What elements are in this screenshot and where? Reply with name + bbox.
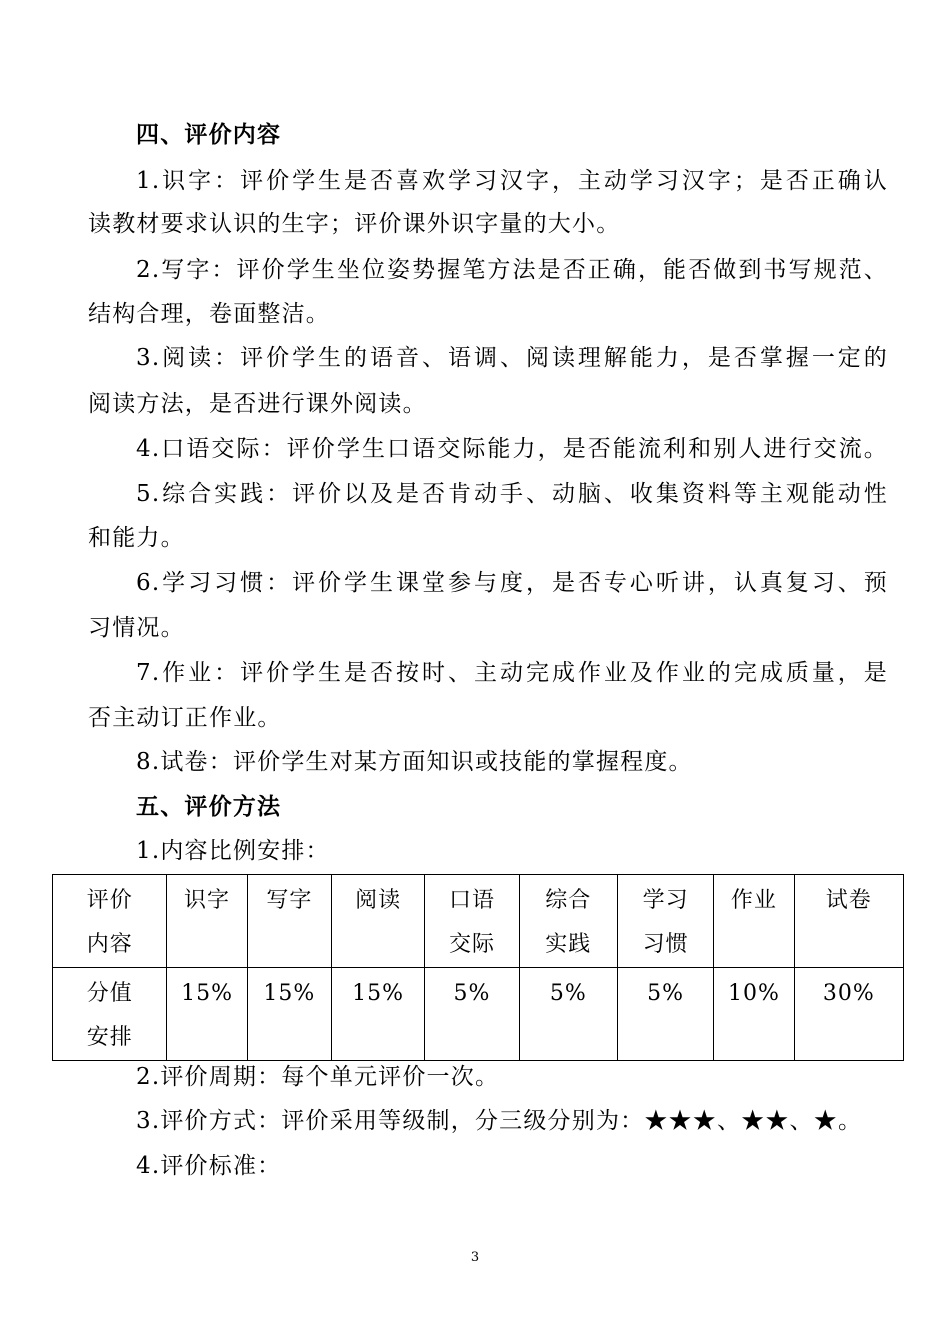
section-4-heading: 四、评价内容: [136, 121, 282, 148]
item-6-line-2: 习情况。: [88, 615, 185, 641]
table-cell: 5%: [425, 968, 519, 1061]
table-cell: 阅读: [331, 875, 424, 968]
table-cell: 综合 实践: [519, 875, 617, 968]
table-cell: 写字: [247, 875, 331, 968]
item-4-line-1: 4.口语交际：评价学生口语交际能力，是否能流利和别人进行交流。: [136, 436, 888, 462]
section-5-heading: 五、评价方法: [136, 793, 282, 820]
method-item-2: 2.评价周期：每个单元评价一次。: [136, 1064, 500, 1090]
table-cell: 5%: [519, 968, 617, 1061]
table-cell: 作业: [714, 875, 794, 968]
table-cell: 30%: [794, 968, 903, 1061]
table-header-row: [53, 875, 904, 968]
item-2-line-1: 2.写字：评价学生坐位姿势握笔方法是否正确，能否做到书写规范、: [136, 257, 888, 283]
table-cell: 15%: [331, 968, 424, 1061]
table-cell: 学习 习惯: [617, 875, 713, 968]
method-item-3: 3.评价方式：评价采用等级制，分三级分别为：★★★、★★、★。: [136, 1108, 863, 1134]
table-cell: 分值 安排: [53, 968, 167, 1061]
table-cell: 口语 交际: [425, 875, 519, 968]
score-ratio-table: [52, 874, 904, 1061]
item-6-line-1: 6.学习习惯：评价学生课堂参与度，是否专心听讲，认真复习、预: [136, 570, 888, 596]
table-row: [53, 968, 904, 1061]
item-5-line-1: 5.综合实践：评价以及是否肯动手、动脑、收集资料等主观能动性: [136, 481, 888, 507]
table-cell: 15%: [247, 968, 331, 1061]
table-cell: 10%: [714, 968, 794, 1061]
table-cell: 试卷: [794, 875, 903, 968]
item-1-line-1: 1.识字：评价学生是否喜欢学习汉字，主动学习汉字；是否正确认: [136, 168, 888, 194]
method-item-1: 1.内容比例安排：: [136, 838, 330, 864]
item-5-line-2: 和能力。: [88, 525, 185, 551]
item-8-line-1: 8.试卷：评价学生对某方面知识或技能的掌握程度。: [136, 749, 693, 775]
table-cell: 5%: [617, 968, 713, 1061]
table-cell: 15%: [167, 968, 247, 1061]
item-3-line-2: 阅读方法，是否进行课外阅读。: [88, 391, 427, 417]
item-7-line-2: 否主动订正作业。: [88, 705, 282, 731]
method-item-4: 4.评价标准：: [136, 1153, 282, 1179]
page-number: 3: [470, 1250, 480, 1265]
item-3-line-1: 3.阅读：评价学生的语音、语调、阅读理解能力，是否掌握一定的: [136, 345, 888, 371]
item-1-line-2: 读教材要求认识的生字；评价课外识字量的大小。: [88, 211, 621, 237]
item-7-line-1: 7.作业：评价学生是否按时、主动完成作业及作业的完成质量，是: [136, 660, 888, 686]
table-cell: 评价 内容: [53, 875, 167, 968]
table-cell: 识字: [167, 875, 247, 968]
item-2-line-2: 结构合理，卷面整洁。: [88, 301, 330, 327]
